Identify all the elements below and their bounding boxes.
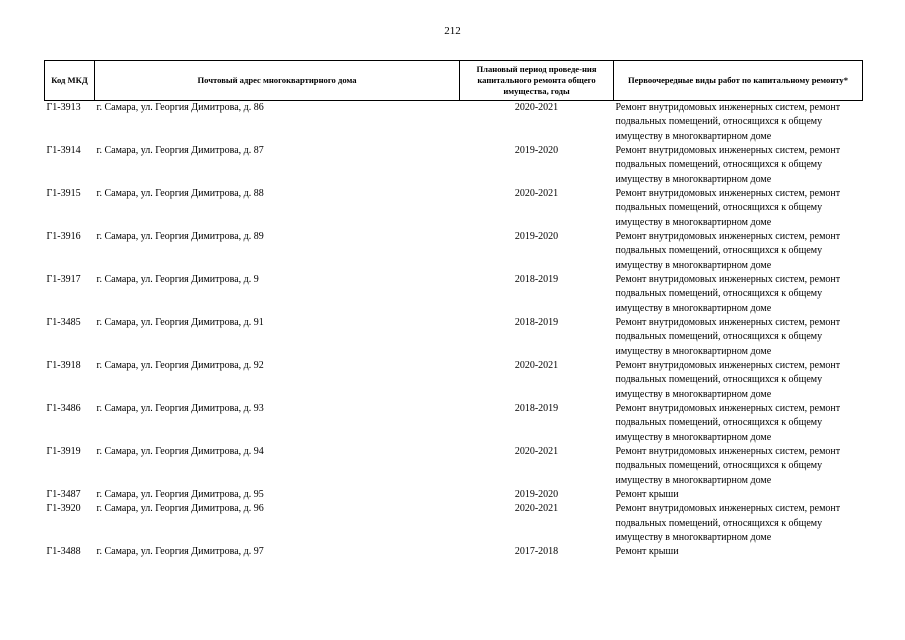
cell-works: Ремонт внутридомовых инженерных систем, ремонт подвальных помещений, относящихся к общему имуществу в многоквартирном доме (615, 317, 841, 357)
cell-code: Г1-3486 (46, 403, 81, 414)
cell-works: Ремонт внутридомовых инженерных систем, ремонт подвальных помещений, относящихся к общему имуществу в многоквартирном доме (615, 188, 841, 228)
cell-period: 2017-2018 (514, 546, 559, 558)
cell-period: 2020-2021 (514, 446, 559, 457)
cell-code: Г1-3485 (46, 317, 81, 328)
cell-works: Ремонт внутридомовых инженерных систем, ремонт подвальных помещений, относящихся к общему имуществу в многоквартирном доме (615, 360, 841, 400)
cell-period: 2019-2020 (514, 231, 559, 242)
cell-period: 2020-2021 (514, 102, 559, 113)
cell-period: 2018-2019 (514, 274, 559, 285)
table-row (45, 502, 863, 545)
capital-repair-table (44, 60, 863, 560)
cell-code: Г1-3913 (46, 102, 81, 113)
table-row (45, 445, 863, 488)
page-number: 212 (444, 25, 461, 37)
table-header-row (45, 61, 863, 101)
cell-address: г. Самара, ул. Георгия Димитрова, д. 91 (96, 317, 264, 328)
table-row (45, 273, 863, 316)
cell-code: Г1-3916 (46, 231, 81, 242)
table-row (45, 230, 863, 273)
cell-address: г. Самара, ул. Георгия Димитрова, д. 96 (96, 503, 264, 515)
header-address: Почтовый адрес многоквартирного дома (95, 61, 460, 101)
cell-address: г. Самара, ул. Георгия Димитрова, д. 97 (96, 546, 264, 558)
cell-period: 2020-2021 (514, 503, 559, 515)
cell-address: г. Самара, ул. Георгия Димитрова, д. 9 (96, 274, 259, 285)
table-row (45, 187, 863, 230)
header-works: Первоочередные виды работ по капитальному ремонту* (614, 61, 863, 101)
cell-code: Г1-3915 (46, 188, 81, 199)
header-code: Код МКД (45, 61, 95, 101)
cell-period: 2020-2021 (514, 188, 559, 199)
cell-address: г. Самара, ул. Георгия Димитрова, д. 95 (96, 489, 264, 500)
cell-address: г. Самара, ул. Георгия Димитрова, д. 89 (96, 231, 264, 242)
table-row (45, 316, 863, 359)
cell-works: Ремонт крыши (615, 489, 679, 500)
cell-address: г. Самара, ул. Георгия Димитрова, д. 92 (96, 360, 264, 371)
cell-address: г. Самара, ул. Георгия Димитрова, д. 94 (96, 446, 264, 457)
cell-period: 2020-2021 (514, 360, 559, 371)
cell-code: Г1-3488 (46, 546, 81, 558)
cell-code: Г1-3917 (46, 274, 81, 285)
cell-works: Ремонт внутридомовых инженерных систем, ремонт подвальных помещений, относящихся к общему имуществу в многоквартирном доме (615, 102, 841, 142)
table-row (45, 545, 863, 559)
cell-works: Ремонт внутридомовых инженерных систем, ремонт подвальных помещений, относящихся к общему имуществу в многоквартирном доме (615, 231, 841, 271)
cell-period: 2018-2019 (514, 403, 559, 414)
cell-address: г. Самара, ул. Георгия Димитрова, д. 88 (96, 188, 264, 199)
table-row (45, 359, 863, 402)
cell-period: 2019-2020 (514, 489, 559, 500)
table-row (45, 144, 863, 187)
cell-code: Г1-3487 (46, 489, 81, 500)
cell-code: Г1-3914 (46, 145, 81, 156)
cell-works: Ремонт внутридомовых инженерных систем, ремонт подвальных помещений, относящихся к общему имуществу в многоквартирном доме (615, 446, 841, 486)
table-row (45, 402, 863, 445)
cell-works: Ремонт внутридомовых инженерных систем, ремонт подвальных помещений, относящихся к общему имуществу в многоквартирном доме (615, 503, 841, 543)
cell-address: г. Самара, ул. Георгия Димитрова, д. 87 (96, 145, 264, 156)
cell-address: г. Самара, ул. Георгия Димитрова, д. 86 (96, 102, 264, 113)
table-row (45, 101, 863, 145)
cell-code: Г1-3920 (46, 503, 81, 515)
cell-period: 2018-2019 (514, 317, 559, 328)
header-period: Плановый период проведе-ния капитального ремонта общего имущества, годы (460, 61, 614, 101)
table-body (45, 101, 863, 560)
cell-works: Ремонт внутридомовых инженерных систем, ремонт подвальных помещений, относящихся к общему имуществу в многоквартирном доме (615, 403, 841, 443)
cell-works: Ремонт крыши (615, 546, 679, 558)
cell-period: 2019-2020 (514, 145, 559, 156)
cell-works: Ремонт внутридомовых инженерных систем, ремонт подвальных помещений, относящихся к общему имуществу в многоквартирном доме (615, 274, 841, 314)
cell-code: Г1-3919 (46, 446, 81, 457)
cell-code: Г1-3918 (46, 360, 81, 371)
cell-address: г. Самара, ул. Георгия Димитрова, д. 93 (96, 403, 264, 414)
table-row (45, 488, 863, 502)
cell-works: Ремонт внутридомовых инженерных систем, ремонт подвальных помещений, относящихся к общему имуществу в многоквартирном доме (615, 145, 841, 185)
